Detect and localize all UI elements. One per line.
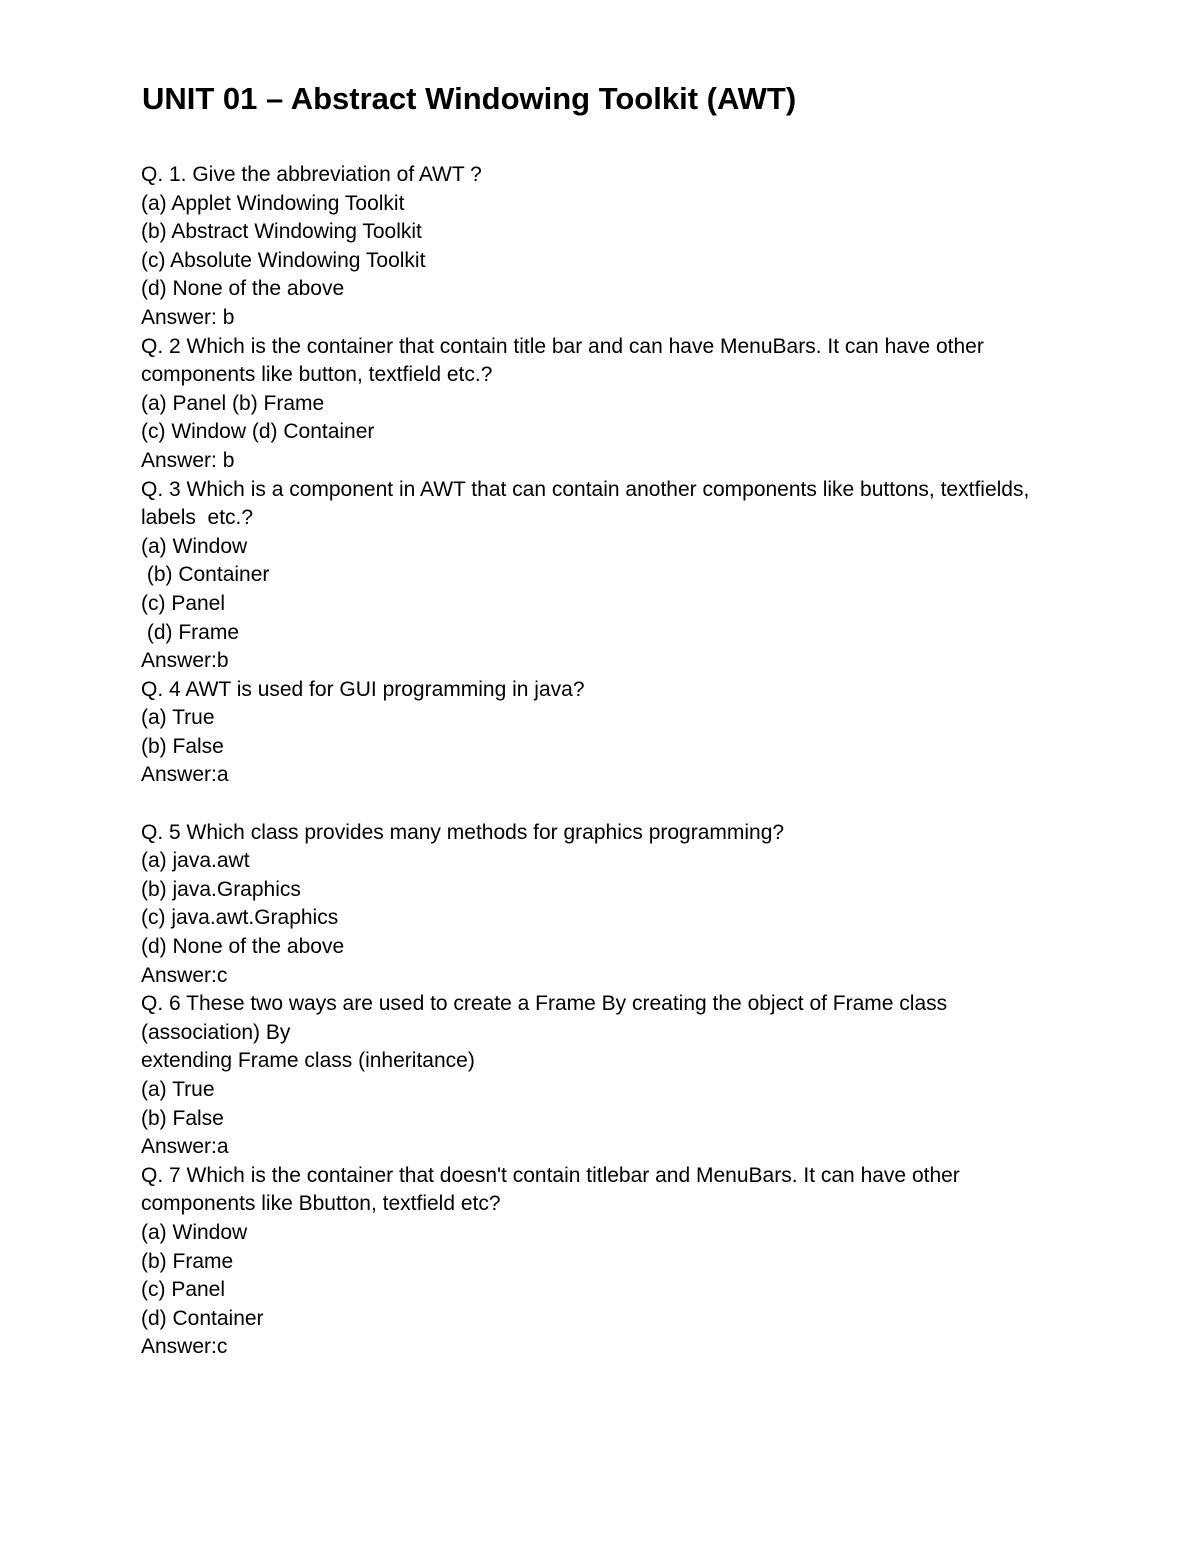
question-4-answer: Answer:a [141, 763, 229, 787]
question-2-options-ab: (a) Panel (b) Frame [141, 391, 325, 415]
question-2-options-cd: (c) Window (d) Container [141, 420, 375, 444]
question-7-option-c: (c) Panel [141, 1278, 226, 1302]
question-3-option-d: (d) Frame [141, 620, 240, 644]
question-4-option-a: (a) True [141, 706, 215, 730]
question-6-continued: (association) By [141, 1020, 291, 1044]
question-6-continued-2: extending Frame class (inheritance) [141, 1049, 475, 1073]
question-7-continued: components like Bbutton, textfield etc? [141, 1192, 501, 1216]
question-3-answer: Answer:b [141, 649, 229, 673]
question-6-option-a: (a) True [141, 1078, 215, 1101]
question-7: Q. 7 Which is the container that doesn't contain titlebar and MenuBars. It can have other [141, 1163, 960, 1187]
question-3: Q. 3 Which is a component in AWT that can contain another components like buttons, textfields, [141, 477, 1030, 501]
question-3-option-b: (b) Container [141, 563, 270, 587]
question-4-option-b: (b) False [141, 734, 224, 758]
question-7-option-b: (b) Frame [141, 1249, 234, 1273]
question-1: Q. 1. Give the abbreviation of AWT ? [141, 163, 482, 186]
question-1-option-c: (c) Absolute Windowing Toolkit [141, 248, 426, 272]
question-6-answer: Answer:a [141, 1135, 229, 1159]
question-5-option-a: (a) java.awt [141, 849, 250, 873]
page-title: UNIT 01 – Abstract Windowing Toolkit (AWT) [142, 81, 797, 116]
question-3-option-a: (a) Window [141, 534, 248, 558]
blank-line [141, 790, 1101, 819]
question-3-option-c: (c) Panel [141, 591, 226, 615]
question-5-answer: Answer:c [141, 963, 228, 987]
question-7-option-a: (a) Window [141, 1220, 248, 1244]
question-2: Q. 2 Which is the container that contain title bar and can have MenuBars. It can have other [141, 334, 984, 358]
question-1-option-d: (d) None of the above [141, 277, 345, 301]
question-5: Q. 5 Which class provides many methods for graphics programming? [141, 820, 785, 844]
question-6: Q. 6 These two ways are used to create a Frame By creating the object of Frame class [141, 992, 948, 1016]
question-7-option-d: (d) Container [141, 1306, 264, 1330]
question-1-answer: Answer: b [141, 305, 235, 329]
question-7-answer: Answer:c [141, 1335, 228, 1359]
question-5-option-c: (c) java.awt.Graphics [141, 906, 339, 930]
question-6-option-b: (b) False [141, 1106, 224, 1130]
document-body [141, 161, 1101, 1362]
question-1-option-a: (a) Applet Windowing Toolkit [141, 191, 405, 215]
question-2-continued: components like button, textfield etc.? [141, 363, 493, 387]
question-5-option-d: (d) None of the above [141, 935, 345, 959]
question-1-option-b: (b) Abstract Windowing Toolkit [141, 220, 422, 244]
question-2-answer: Answer: b [141, 448, 235, 472]
question-5-option-b: (b) java.Graphics [141, 877, 301, 901]
question-3-continued: labels etc.? [141, 506, 254, 530]
question-4: Q. 4 AWT is used for GUI programming in java? [141, 677, 585, 701]
